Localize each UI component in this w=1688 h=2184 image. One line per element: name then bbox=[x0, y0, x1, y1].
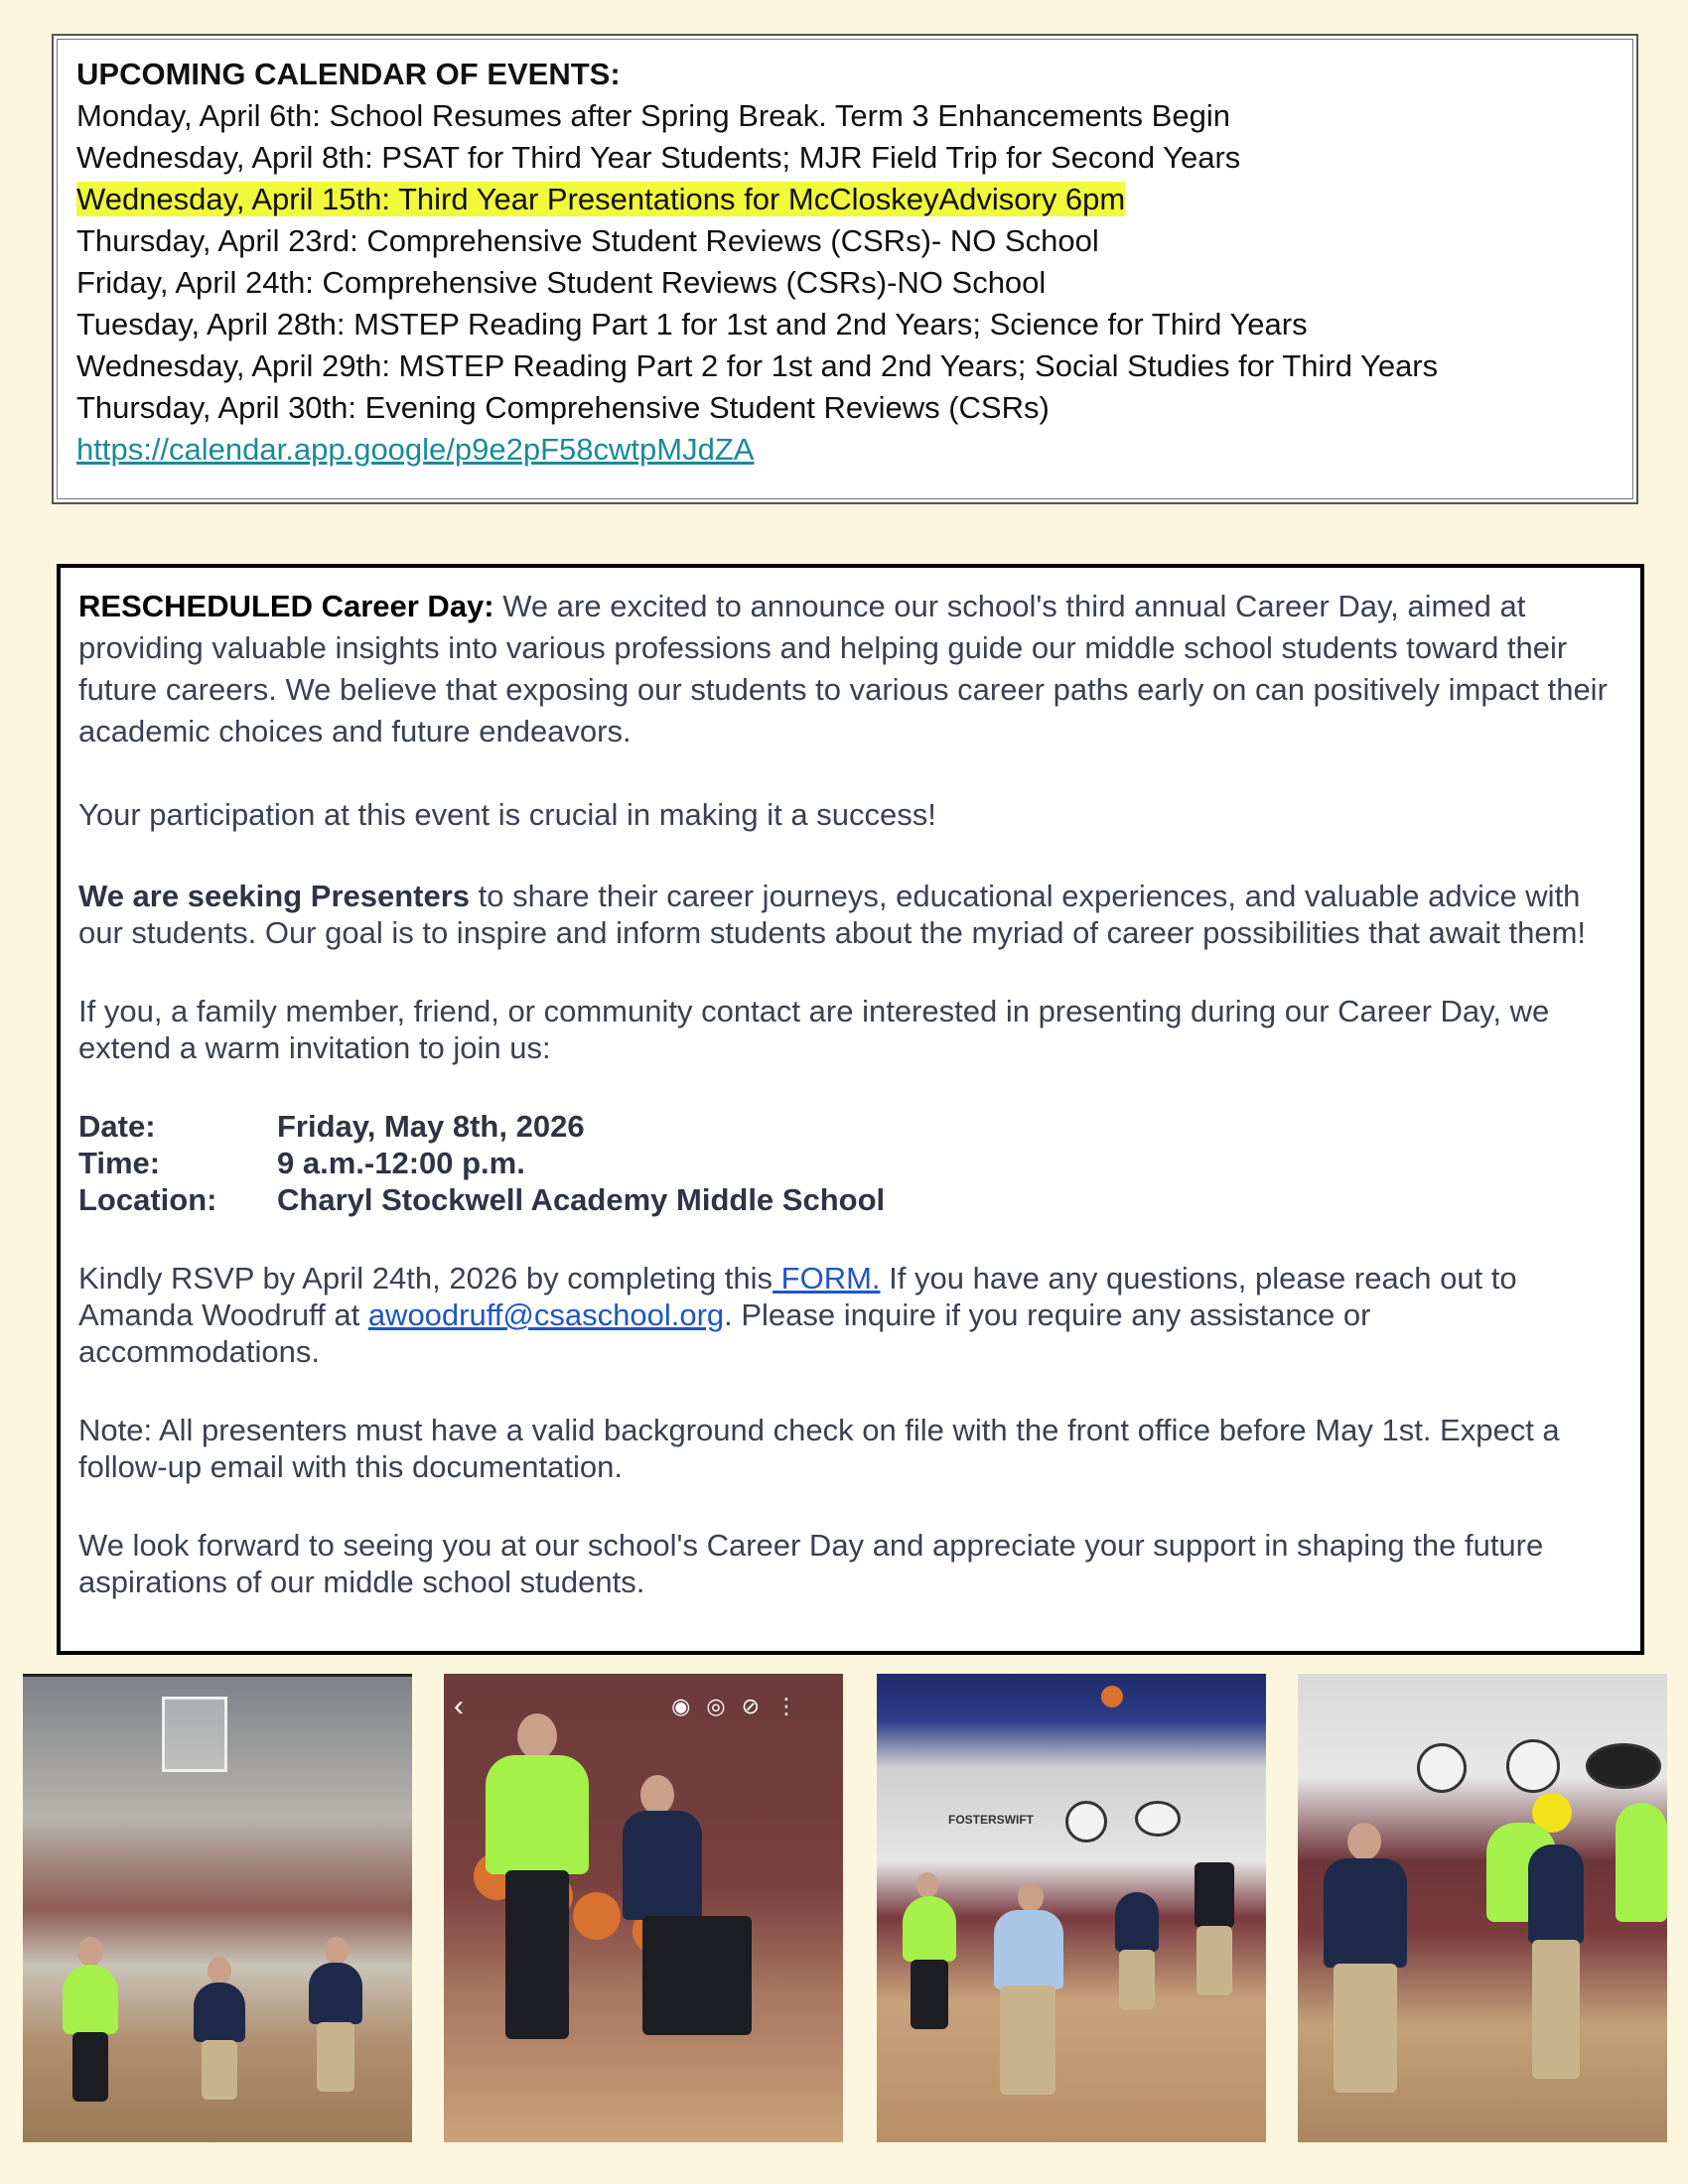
student-navy-shirt bbox=[309, 1963, 362, 2024]
person-green-shirt bbox=[486, 1755, 589, 1874]
seeking-text: to share their career journeys, educational experiences, and valuable advice with our students. Our goal is to inspire and inform students about the myriad of career possibilities that await them! bbox=[78, 879, 1587, 950]
sponsor-logo-icon bbox=[1065, 1801, 1107, 1843]
banner-text: FOSTERSWIFT bbox=[948, 1813, 1034, 1827]
career-lead-heading: RESCHEDULED Career Day: bbox=[78, 589, 494, 623]
basketball-icon bbox=[573, 1892, 621, 1940]
person-green-shirt bbox=[1616, 1803, 1667, 1922]
career-day-content bbox=[78, 586, 1617, 1600]
calendar-event: Wednesday, April 29th: MSTEP Reading Part 2 for 1st and 2nd Years; Social Studies for Third Years bbox=[76, 348, 1439, 383]
back-chevron-icon: ‹ bbox=[454, 1690, 464, 1722]
time-value: 9 a.m.-12:00 p.m. bbox=[277, 1146, 525, 1180]
calendar-box bbox=[52, 34, 1638, 504]
person-green-shirt bbox=[63, 1965, 118, 2034]
person-dark-shirt bbox=[1195, 1862, 1234, 1928]
rsvp-contact-text: If you have any questions, please reach out to Amanda Woodruff at bbox=[78, 1261, 1517, 1332]
date-value: Friday, May 8th, 2026 bbox=[277, 1109, 585, 1144]
person-head bbox=[916, 1872, 938, 1898]
student-khaki-pants bbox=[202, 2040, 237, 2100]
calendar-title: UPCOMING CALENDAR OF EVENTS: bbox=[76, 57, 621, 91]
student-navy-shirt bbox=[1115, 1892, 1159, 1952]
date-label: Date: bbox=[78, 1109, 156, 1144]
person-pants bbox=[911, 1960, 948, 2029]
time-row bbox=[78, 1145, 1617, 1181]
person-head bbox=[325, 1937, 349, 1965]
video-controls-icons: ◉◎⊘⋮ bbox=[671, 1694, 813, 1718]
person-head bbox=[208, 1957, 231, 1984]
person-khaki-pants bbox=[1196, 1926, 1232, 1995]
email-link[interactable]: awoodruff@csaschool.org bbox=[367, 1297, 725, 1332]
calendar-event: Thursday, April 23rd: Comprehensive Student Reviews (CSRs)- NO School bbox=[76, 223, 1099, 258]
seeking-heading: We are seeking Presenters bbox=[78, 879, 471, 913]
person-pants bbox=[505, 1870, 569, 2039]
sponsor-logo-icon bbox=[1586, 1743, 1661, 1789]
student-pants bbox=[642, 1916, 752, 2035]
location-value: Charyl Stockwell Academy Middle School bbox=[277, 1182, 886, 1217]
career-intro-text: We are excited to announce our school's third annual Career Day, aimed at providing valuable insights into various professions and helping guide our middle school students toward their future careers. We believe that exposing our students to various career paths early on can positively impact their academic choices and future endeavors. bbox=[78, 589, 1608, 749]
seeking-paragraph bbox=[78, 878, 1617, 951]
location-label: Location: bbox=[78, 1182, 217, 1217]
calendar-event-highlighted bbox=[76, 179, 1617, 220]
calendar-event: Tuesday, April 28th: MSTEP Reading Part 1 for 1st and 2nd Years; Science for Third Years bbox=[76, 307, 1308, 341]
closing-text: We look forward to seeing you at our school's Career Day and appreciate your support in shaping the future aspirations of our middle school students. bbox=[78, 1528, 1544, 1599]
invite-text: If you, a family member, friend, or community contact are interested in presenting during our Career Day, we extend a warm invitation to join us: bbox=[78, 994, 1550, 1065]
gym-photo-2 bbox=[444, 1674, 843, 2142]
rsvp-closing-text: . Please inquire if you require any assistance or accommodations. bbox=[78, 1297, 1371, 1369]
student-khaki-pants bbox=[1119, 1950, 1155, 2009]
basketball-icon bbox=[1101, 1686, 1123, 1707]
person-head bbox=[1018, 1882, 1044, 1912]
location-row bbox=[78, 1181, 1617, 1218]
student-khaki-pants bbox=[1532, 1940, 1580, 2079]
student-navy-shirt bbox=[194, 1982, 245, 2042]
student-khaki-pants bbox=[317, 2022, 354, 2092]
calendar-event: Friday, April 24th: Comprehensive Student Reviews (CSRs)-NO School bbox=[76, 265, 1047, 300]
person-head bbox=[517, 1713, 557, 1759]
basketball-hoop-icon bbox=[162, 1697, 227, 1772]
highlighted-event-text: Wednesday, April 15th: Third Year Presentations for McCloskeyAdvisory 6pm bbox=[76, 182, 1126, 216]
calendar-link[interactable]: https://calendar.app.google/p9e2pF58cwtpMJdZA bbox=[76, 432, 755, 467]
note-text: Note: All presenters must have a valid background check on file with the front office before May 1st. Expect a follow-up email with this documentation. bbox=[78, 1413, 1560, 1484]
career-intro bbox=[78, 586, 1617, 752]
gym-photo-3 bbox=[877, 1674, 1266, 2142]
participation-text: Your participation at this event is crucial in making it a success! bbox=[78, 797, 936, 832]
student-navy-shirt bbox=[1324, 1858, 1407, 1968]
gym-photo-4 bbox=[1298, 1674, 1667, 2142]
sponsor-logo-icon bbox=[1417, 1743, 1467, 1793]
person-pants bbox=[72, 2032, 108, 2102]
student-navy-shirt bbox=[623, 1811, 702, 1920]
student-khaki-pants bbox=[1000, 1985, 1055, 2095]
student-navy-shirt bbox=[1528, 1844, 1584, 1944]
sponsor-logo-icon bbox=[1506, 1739, 1560, 1793]
gym-photo-1 bbox=[23, 1674, 412, 2142]
person-head bbox=[77, 1937, 103, 1967]
time-label: Time: bbox=[78, 1146, 161, 1180]
person-head bbox=[640, 1775, 674, 1815]
rsvp-paragraph bbox=[78, 1260, 1617, 1370]
form-link[interactable]: FORM. bbox=[773, 1261, 881, 1296]
person-green-shirt bbox=[903, 1896, 956, 1962]
date-row bbox=[78, 1108, 1617, 1145]
person-head bbox=[1347, 1823, 1381, 1860]
calendar-event: Monday, April 6th: School Resumes after Spring Break. Term 3 Enhancements Begin bbox=[76, 98, 1230, 133]
career-day-box bbox=[57, 564, 1644, 1655]
student-light-blue-shirt bbox=[994, 1910, 1063, 1989]
calendar-content bbox=[76, 54, 1617, 471]
calendar-event: Thursday, April 30th: Evening Comprehensive Student Reviews (CSRs) bbox=[76, 390, 1050, 425]
rsvp-text: Kindly RSVP by April 24th, 2026 by completing this bbox=[78, 1261, 774, 1296]
student-khaki-pants bbox=[1334, 1964, 1397, 2093]
calendar-event: Wednesday, April 8th: PSAT for Third Year Students; MJR Field Trip for Second Years bbox=[76, 140, 1241, 175]
sponsor-logo-icon bbox=[1135, 1801, 1181, 1837]
